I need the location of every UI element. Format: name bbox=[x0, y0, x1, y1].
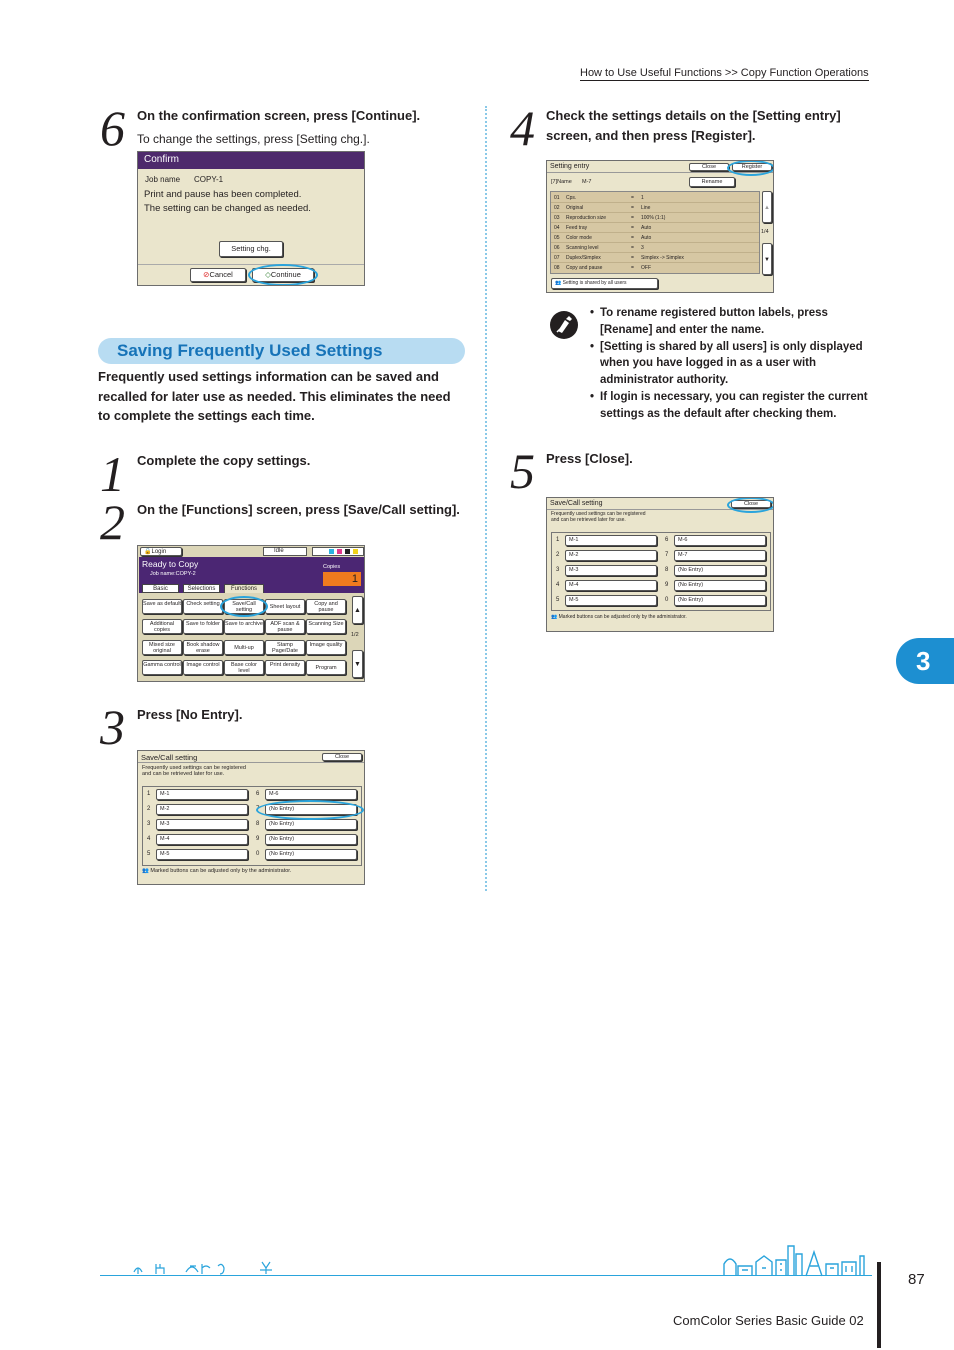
settings-row bbox=[551, 213, 759, 223]
admin-footnote-text: Marked buttons can be adjusted only by the administrator. bbox=[558, 614, 687, 620]
row-value: Auto bbox=[641, 235, 652, 241]
step-2-title: On the [Functions] screen, press [Save/Call setting]. bbox=[137, 502, 460, 517]
shared-toggle[interactable] bbox=[551, 278, 658, 289]
ink-status bbox=[312, 547, 364, 556]
note-item: • To rename registered button labels, press [Rename] and enter the name. bbox=[590, 305, 868, 339]
entry-button[interactable]: M-3 bbox=[565, 565, 657, 576]
save-call-highlight bbox=[220, 596, 268, 617]
row-equals: = bbox=[631, 245, 634, 251]
row-number: 04 bbox=[554, 225, 560, 231]
breadcrumb: How to Use Useful Functions >> Copy Function Operations bbox=[580, 67, 869, 79]
yellow-ink-icon bbox=[353, 549, 358, 554]
cyan-ink-icon bbox=[329, 549, 334, 554]
save-call-screen-left bbox=[137, 750, 365, 885]
name-label: [7]Name bbox=[551, 179, 572, 185]
tab-selections[interactable]: Selections bbox=[183, 584, 220, 593]
row-label: Duplex/Simplex bbox=[566, 255, 601, 261]
chapter-tab[interactable]: 3 bbox=[896, 638, 954, 684]
confirm-message-2: The setting can be changed as needed. bbox=[144, 203, 311, 214]
settings-row bbox=[551, 223, 759, 233]
row-number: 01 bbox=[554, 195, 560, 201]
fn-button[interactable]: Gamma control bbox=[142, 660, 182, 675]
fn-button[interactable]: Check setting bbox=[183, 599, 223, 614]
save-call-setting-button[interactable]: Save/Call setting bbox=[224, 599, 264, 614]
setting-chg-button[interactable]: Setting chg. bbox=[219, 241, 283, 257]
row-value: 100% (1:1) bbox=[641, 215, 666, 221]
tab-functions[interactable]: Functions bbox=[224, 584, 264, 593]
login-label: Login bbox=[151, 549, 167, 555]
step-1-title: Complete the copy settings. bbox=[137, 453, 311, 468]
row-equals: = bbox=[631, 265, 634, 271]
row-value: Line bbox=[641, 205, 651, 211]
black-ink-icon bbox=[345, 549, 350, 554]
settings-row bbox=[551, 203, 759, 213]
entry-number: 2 bbox=[556, 552, 560, 558]
register-button[interactable]: Register bbox=[732, 163, 772, 171]
entry-number: 4 bbox=[556, 582, 560, 588]
cancel-icon: ⊘ bbox=[203, 270, 210, 279]
fn-button[interactable]: Sheet layout bbox=[265, 599, 305, 614]
row-label: Cps. bbox=[566, 195, 577, 201]
close-highlight bbox=[727, 497, 774, 513]
page-indicator: 1/2 bbox=[351, 632, 359, 638]
row-number: 06 bbox=[554, 245, 560, 251]
magenta-ink-icon bbox=[337, 549, 342, 554]
fn-button[interactable]: Program bbox=[306, 660, 346, 675]
cancel-label: Cancel bbox=[209, 270, 233, 279]
entry-button[interactable]: M-6 bbox=[265, 789, 357, 800]
job-name: Job name:COPY-2 bbox=[150, 571, 196, 577]
fn-button[interactable]: Save as default bbox=[142, 599, 182, 614]
entry-number: 9 bbox=[256, 836, 260, 842]
close-button[interactable]: Close bbox=[322, 753, 362, 761]
entry-button[interactable]: M-1 bbox=[156, 789, 248, 800]
entry-button[interactable]: M-2 bbox=[565, 550, 657, 561]
row-number: 07 bbox=[554, 255, 560, 261]
entry-button[interactable]: M-4 bbox=[156, 834, 248, 845]
row-label: Reproduction size bbox=[566, 215, 607, 221]
fn-button[interactable]: Multi-up bbox=[224, 640, 264, 655]
row-value: Auto bbox=[641, 225, 652, 231]
page-number: 87 bbox=[908, 1271, 925, 1288]
row-equals: = bbox=[631, 195, 634, 201]
scroll-down-button[interactable] bbox=[352, 650, 363, 678]
fn-button[interactable]: Save to folder bbox=[183, 619, 223, 634]
step-number-6: 6 bbox=[100, 100, 125, 156]
fn-button[interactable]: Base color level bbox=[224, 660, 264, 675]
row-number: 03 bbox=[554, 215, 560, 221]
register-highlight bbox=[727, 160, 774, 176]
row-value: 3 bbox=[641, 245, 644, 251]
step-4-title-2: screen, and then press [Register]. bbox=[546, 128, 756, 143]
save-call-desc-2: and can be retrieved later for use. bbox=[551, 517, 626, 523]
row-number: 02 bbox=[554, 205, 560, 211]
fn-button[interactable]: Print density bbox=[265, 660, 305, 675]
entry-number: 6 bbox=[665, 537, 669, 543]
step-number-1: 1 bbox=[100, 446, 125, 502]
row-number: 08 bbox=[554, 265, 560, 271]
scroll-up-button[interactable] bbox=[762, 191, 772, 223]
entry-number: 1 bbox=[556, 537, 560, 543]
entry-number: 2 bbox=[147, 806, 151, 812]
admin-footnote bbox=[142, 868, 291, 874]
idle-indicator: Idle bbox=[263, 547, 307, 556]
entry-number: 1 bbox=[147, 791, 151, 797]
no-entry-button[interactable]: (No Entry) bbox=[265, 804, 357, 815]
entry-number: 3 bbox=[556, 567, 560, 573]
entry-button[interactable]: (No Entry) bbox=[674, 565, 766, 576]
confirm-screen bbox=[137, 151, 365, 286]
functions-screen bbox=[137, 545, 365, 682]
entry-number: 6 bbox=[256, 791, 260, 797]
step-6-title: On the confirmation screen, press [Continue]. bbox=[137, 108, 421, 123]
settings-row bbox=[551, 193, 759, 203]
entry-button[interactable]: M-2 bbox=[156, 804, 248, 815]
arrow-down-icon: ▼ bbox=[354, 661, 361, 668]
step-5-title: Press [Close]. bbox=[546, 451, 633, 466]
login-button[interactable] bbox=[140, 547, 182, 556]
row-value: Simplex -> Simplex bbox=[641, 255, 684, 261]
entry-number: 8 bbox=[256, 821, 260, 827]
row-label: Scanning level bbox=[566, 245, 599, 251]
confirm-header: Confirm bbox=[138, 152, 364, 169]
step-4-title-1: Check the settings details on the [Setting entry] bbox=[546, 108, 841, 123]
job-name-value: COPY-1 bbox=[194, 175, 224, 184]
entry-button[interactable]: (No Entry) bbox=[674, 595, 766, 606]
step-number-2: 2 bbox=[100, 494, 125, 550]
entry-button[interactable]: (No Entry) bbox=[265, 849, 357, 860]
confirm-message-1: Print and pause has been completed. bbox=[144, 189, 302, 200]
entry-button[interactable]: M-3 bbox=[156, 819, 248, 830]
lock-icon: 🔒 bbox=[144, 549, 152, 555]
status-text: Ready to Copy bbox=[142, 559, 199, 569]
copies-value: 1 bbox=[323, 572, 361, 586]
guide-title: ComColor Series Basic Guide 02 bbox=[673, 1313, 864, 1328]
entry-number: 7 bbox=[256, 806, 260, 812]
footer-decoration-left bbox=[130, 1258, 280, 1278]
row-value: 1 bbox=[641, 195, 644, 201]
confirm-separator bbox=[138, 264, 365, 265]
fn-button[interactable]: Scanning Size bbox=[306, 619, 346, 634]
footer-decoration-right bbox=[722, 1242, 872, 1278]
users-icon: 👥 bbox=[551, 614, 558, 620]
row-label: Copy and pause bbox=[566, 265, 603, 271]
entry-button[interactable]: M-1 bbox=[565, 535, 657, 546]
fn-button[interactable]: Stamp Page/Date bbox=[265, 640, 305, 655]
job-name-label: Job name bbox=[145, 175, 181, 184]
footer-bar bbox=[877, 1262, 881, 1348]
row-label: Color mode bbox=[566, 235, 592, 241]
step-number-4: 4 bbox=[510, 100, 535, 156]
entry-number: 8 bbox=[665, 567, 669, 573]
entry-number: 7 bbox=[665, 552, 669, 558]
fn-button[interactable]: Mixed size original bbox=[142, 640, 182, 655]
shared-label: Setting is shared by all users bbox=[562, 280, 627, 286]
fn-button[interactable]: Copy and pause bbox=[306, 599, 346, 614]
setting-entry-screen bbox=[546, 160, 774, 293]
entry-number: 3 bbox=[147, 821, 151, 827]
row-value: OFF bbox=[641, 265, 651, 271]
settings-table bbox=[550, 191, 760, 274]
entry-button[interactable]: (No Entry) bbox=[265, 819, 357, 830]
save-call-desc-2: and can be retrieved later for use. bbox=[142, 771, 225, 777]
entry-button[interactable]: M-7 bbox=[674, 550, 766, 561]
fn-button[interactable]: ADF scan & pause bbox=[265, 619, 305, 634]
copies-label: Copies bbox=[323, 564, 341, 570]
entry-button[interactable]: M-6 bbox=[674, 535, 766, 546]
save-call-desc-1: Frequently used settings can be registered bbox=[142, 765, 246, 771]
step-3-title: Press [No Entry]. bbox=[137, 707, 243, 722]
continue-icon: ◇ bbox=[265, 270, 271, 279]
fn-button[interactable]: Save to archive bbox=[224, 619, 264, 634]
note-item: • If login is necessary, you can register the current settings as the default after checking them. bbox=[590, 389, 868, 423]
row-number: 05 bbox=[554, 235, 560, 241]
no-entry-highlight bbox=[256, 800, 364, 820]
tab-basic[interactable]: Basic bbox=[142, 584, 179, 593]
settings-row bbox=[551, 243, 759, 253]
name-value: M-7 bbox=[582, 179, 592, 185]
entry-button[interactable]: (No Entry) bbox=[674, 580, 766, 591]
row-equals: = bbox=[631, 235, 634, 241]
arrow-up-icon: ▲ bbox=[764, 205, 770, 211]
close-button[interactable]: Close bbox=[689, 163, 729, 171]
admin-footnote bbox=[551, 614, 687, 620]
settings-row bbox=[551, 233, 759, 243]
setting-entry-title: Setting entry bbox=[550, 163, 590, 170]
arrow-up-icon: ▲ bbox=[354, 607, 361, 614]
entry-button[interactable]: M-4 bbox=[565, 580, 657, 591]
note-item: • [Setting is shared by all users] is only displayed when you have logged in as a user with administrator authority. bbox=[590, 339, 868, 389]
arrow-down-icon: ▼ bbox=[764, 257, 770, 263]
continue-label: Continue bbox=[270, 270, 301, 279]
users-icon: 👥 bbox=[142, 868, 149, 874]
scroll-up-button[interactable] bbox=[352, 596, 363, 624]
admin-footnote-text: Marked buttons can be adjusted only by the administrator. bbox=[150, 868, 292, 874]
row-equals: = bbox=[631, 215, 634, 221]
fn-button[interactable]: Book shadow erase bbox=[183, 640, 223, 655]
save-call-desc-1: Frequently used settings can be registered bbox=[551, 511, 646, 517]
scroll-down-button[interactable] bbox=[762, 243, 772, 275]
step-number-5: 5 bbox=[510, 443, 535, 499]
section-intro: Frequently used settings information can be saved and recalled for later use as needed. This eliminates the need to complete the settings each time. bbox=[98, 369, 451, 423]
row-equals: = bbox=[631, 255, 634, 261]
settings-row bbox=[551, 253, 759, 263]
settings-row bbox=[551, 263, 759, 273]
column-divider bbox=[485, 106, 487, 891]
row-label: Original bbox=[566, 205, 584, 211]
page-indicator: 1/4 bbox=[761, 229, 769, 235]
note-icon bbox=[550, 311, 578, 339]
step-number-3: 3 bbox=[100, 699, 125, 755]
notes-list bbox=[590, 305, 868, 423]
users-icon: 👥 bbox=[555, 280, 562, 286]
fn-button[interactable]: Image control bbox=[183, 660, 223, 675]
rename-button[interactable]: Rename bbox=[689, 177, 735, 187]
row-equals: = bbox=[631, 225, 634, 231]
continue-highlight bbox=[248, 264, 318, 286]
entry-number: 9 bbox=[665, 582, 669, 588]
section-title: Saving Frequently Used Settings bbox=[117, 341, 383, 360]
entry-number: 0 bbox=[665, 597, 669, 603]
entry-number: 5 bbox=[147, 851, 151, 857]
save-call-title: Save/Call setting bbox=[550, 500, 603, 507]
row-label: Feed tray bbox=[566, 225, 588, 231]
entry-button[interactable]: M-5 bbox=[565, 595, 657, 606]
fn-button[interactable]: Image quality bbox=[306, 640, 346, 655]
save-call-title: Save/Call setting bbox=[141, 753, 198, 762]
entry-number: 4 bbox=[147, 836, 151, 842]
row-equals: = bbox=[631, 205, 634, 211]
entry-number: 0 bbox=[256, 851, 260, 857]
entry-number: 5 bbox=[556, 597, 560, 603]
entry-button[interactable]: (No Entry) bbox=[265, 834, 357, 845]
fn-button[interactable]: Additional copies bbox=[142, 619, 182, 634]
step-6-subtext: To change the settings, press [Setting chg.]. bbox=[137, 132, 370, 146]
cancel-button[interactable] bbox=[190, 268, 246, 282]
entry-grid bbox=[142, 786, 362, 866]
save-call-screen-right bbox=[546, 497, 774, 632]
close-button[interactable]: Close bbox=[731, 500, 771, 508]
entry-grid bbox=[551, 532, 771, 611]
entry-button[interactable]: M-5 bbox=[156, 849, 248, 860]
